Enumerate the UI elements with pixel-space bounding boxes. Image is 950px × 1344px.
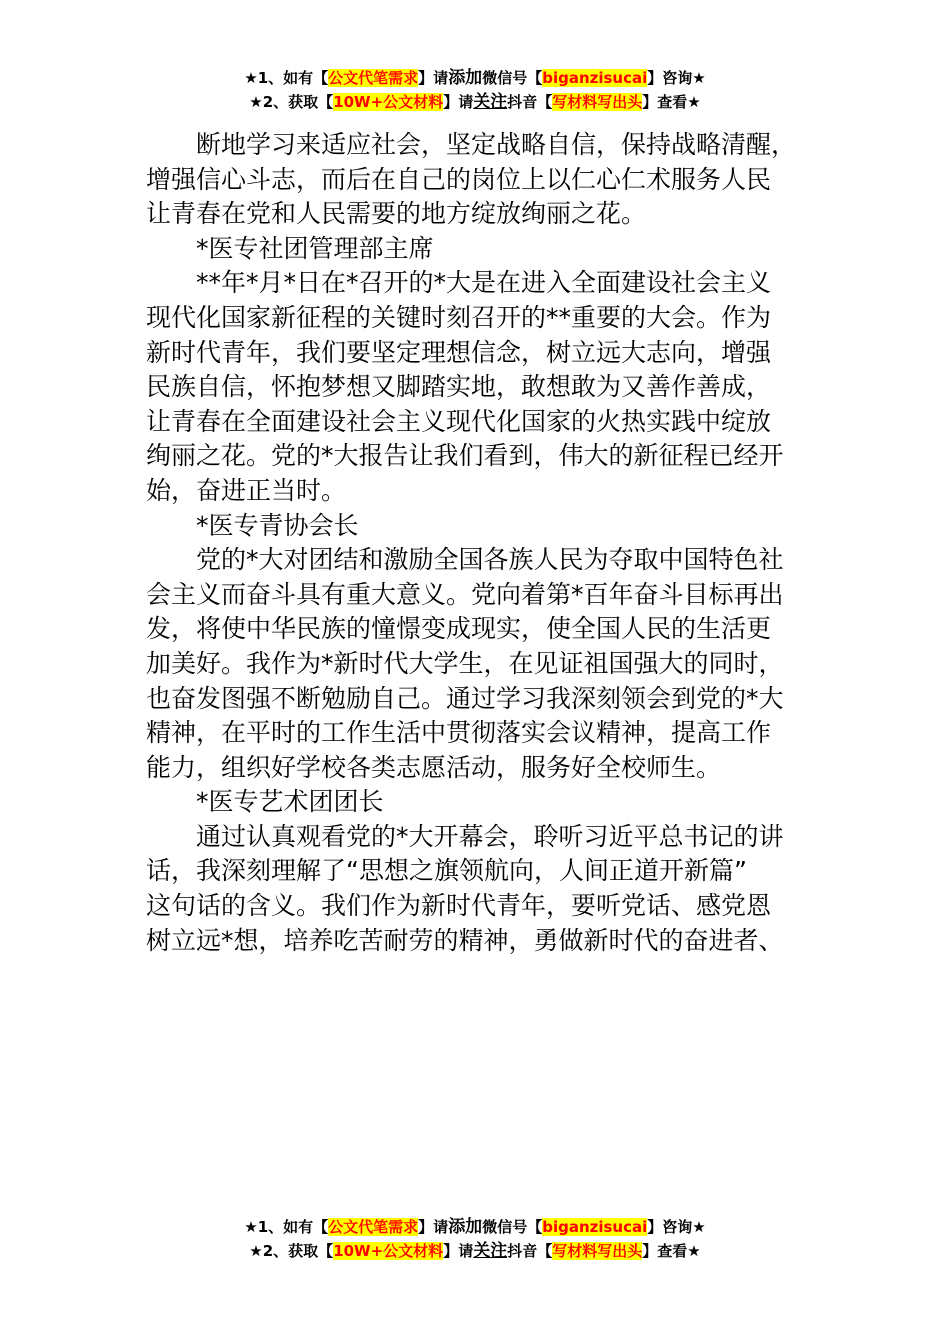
body-line: 树立远*想，培养吃苦耐劳的精神，勇做新时代的奋进者、 [146, 925, 784, 955]
banner-emphasis: 关注 [473, 1241, 508, 1261]
body-line: 增强信心斗志，而后在自己的岗位上以仁心仁术服务人民 [146, 164, 772, 194]
body-line: 也奋发图强不断勉励自己。通过学习我深刻领会到党的*大 [146, 683, 784, 713]
banner-text: 】请 [443, 93, 474, 111]
body-line: 断地学习来适应社会，坚定战略自信，保持战略清醒， [196, 130, 797, 159]
banner-text: 】查看★ [642, 93, 701, 111]
banner-text: ★1、如有【 [244, 1218, 329, 1236]
body-line: 发，将使中华民族的憧憬变成现实，使全国人民的生活更 [146, 614, 772, 644]
highlight-service: 公文代笔需求 [328, 1218, 419, 1236]
banner-text: ★2、获取【 [249, 1242, 334, 1260]
banner-text: 】请 [418, 69, 449, 87]
body-line: 绚丽之花。党的*大报告让我们看到，伟大的新征程已经开 [146, 441, 784, 471]
header-banner [0, 67, 950, 115]
body-line: 通过认真观看党的*大开幕会，聆听习近平总书记的讲 [196, 821, 784, 851]
banner-line-1 [0, 1216, 950, 1240]
body-line: 党的*大对团结和激励全国各族人民为夺取中国特色社 [196, 545, 784, 575]
banner-text: 抖音【 [507, 1242, 553, 1260]
banner-text: 】查看★ [642, 1242, 701, 1260]
body-line: 精神，在平时的工作生活中贯彻落实会议精神，提高工作 [146, 718, 772, 748]
banner-text: 】咨询★ [647, 69, 706, 87]
body-line: 现代化国家新征程的关键时刻召开的**重要的大会。作为 [146, 302, 772, 332]
body-line: 让青春在党和人民需要的地方绽放绚丽之花。 [146, 199, 647, 229]
body-line: 民族自信，怀抱梦想又脚踏实地，敢想敢为又善作善成， [146, 372, 772, 402]
body-line: 始，奋进正当时。 [146, 475, 347, 505]
body-line: 能力，组织好学校各类志愿活动，服务好全校师生。 [146, 752, 722, 782]
banner-emphasis: 添加 [448, 1217, 483, 1237]
body-line: 加美好。我作为*新时代大学生，在见证祖国强大的同时， [146, 648, 784, 678]
banner-text: 微信号【 [482, 1218, 543, 1236]
banner-text: ★1、如有【 [244, 69, 329, 87]
banner-text: ★2、获取【 [249, 93, 334, 111]
banner-text: 】请 [418, 1218, 449, 1236]
highlight-wechat-id: biganzisucai [542, 69, 648, 87]
body-line: 这句话的含义。我们作为新时代青年，要听党话、感党恩 [146, 891, 772, 921]
body-line: 新时代青年，我们要坚定理想信念，树立远大志向，增强 [146, 337, 772, 367]
banner-text: 微信号【 [482, 69, 543, 87]
highlight-wechat-id: biganzisucai [542, 1218, 648, 1236]
body-line: 话，我深刻理解了“思想之旗领航向，人间正道开新篇” [146, 856, 747, 886]
body-line: 会主义而奋斗具有重大意义。党向着第*百年奋斗目标再出 [146, 579, 784, 609]
highlight-douyin-id: 写材料写出头 [552, 1242, 643, 1260]
banner-line-2 [0, 91, 950, 115]
banner-text: 】咨询★ [647, 1218, 706, 1236]
highlight-douyin-id: 写材料写出头 [552, 93, 643, 111]
body-line: **年*月*日在*召开的*大是在进入全面建设社会主义 [196, 268, 772, 298]
highlight-service: 公文代笔需求 [328, 69, 419, 87]
highlight-materials: 10W+公文材料 [333, 1242, 444, 1260]
banner-emphasis: 关注 [473, 92, 508, 112]
banner-text: 抖音【 [507, 93, 553, 111]
section-heading: *医专青协会长 [196, 510, 359, 540]
banner-line-2 [0, 1240, 950, 1264]
footer-banner [0, 1216, 950, 1264]
banner-emphasis: 添加 [448, 68, 483, 88]
banner-text: 】请 [443, 1242, 474, 1260]
body-line: 让青春在全面建设社会主义现代化国家的火热实践中绽放 [146, 406, 772, 436]
section-heading: *医专社团管理部主席 [196, 233, 434, 263]
section-heading: *医专艺术团团长 [196, 787, 384, 817]
highlight-materials: 10W+公文材料 [333, 93, 444, 111]
document-body [146, 128, 826, 958]
banner-line-1 [0, 67, 950, 91]
